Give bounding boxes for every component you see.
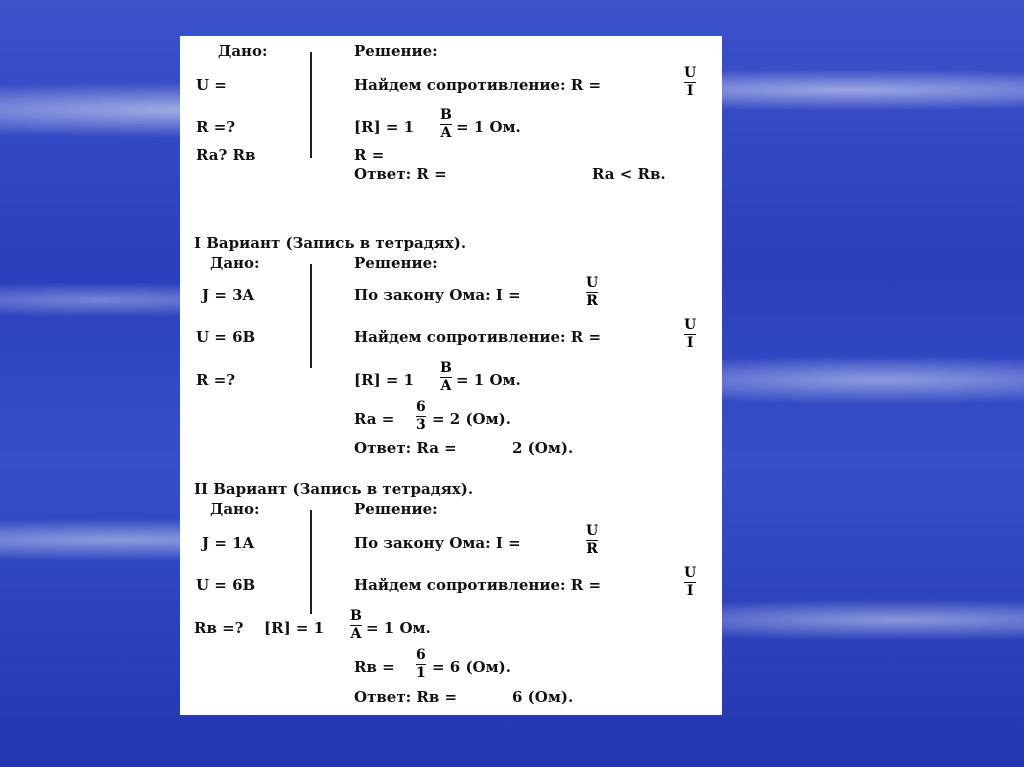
unit-line-end: = 1 Ом. [456,371,521,389]
fraction-b-over-a: B A [440,360,452,395]
ohm-law-line: По закону Ома: I = [354,534,521,552]
rb-calc-end: = 6 (Ом). [432,658,511,676]
answer-line: Ответ: Rв = [354,688,458,706]
ra-calc-end: = 2 (Ом). [432,410,511,428]
formula-line: Найдем сопротивление: R = [354,576,602,594]
r-line: R = [354,146,385,164]
fraction-u-over-r: U R [586,275,599,310]
given-r: R =? [196,371,236,389]
answer-compare: Ra < Rв. [592,165,666,183]
answer-line: Ответ: R = [354,165,447,183]
ohm-law-line: По закону Ома: I = [354,286,521,304]
unit-line-start: [R] = 1 [354,118,415,136]
given-j: J = 3A [202,286,255,304]
given-rb: Rв =? [194,619,244,637]
given-u: U = 6B [196,576,256,594]
answer-value: 2 (Ом). [512,439,574,457]
solution-heading: Решение: [354,42,438,60]
given-u: U = 6B [196,328,256,346]
unit-line-start: [R] = 1 [354,371,415,389]
fraction-u-over-i: U I [684,65,697,100]
solution-heading: Решение: [354,500,438,518]
given-heading: Дано: [218,42,268,60]
given-u: U = [196,76,227,94]
divider-line [310,264,312,368]
given-r: R =? [196,118,236,136]
unit-line-start: [R] = 1 [264,619,325,637]
given-heading: Дано: [210,254,260,272]
variant1-title: I Вариант (Запись в тетрадях). [194,234,467,252]
given-j: J = 1A [202,534,255,552]
answer-value: 6 (Ом). [512,688,574,706]
fraction-b-over-a: B A [440,107,452,142]
given-ra-rb: Ra? Rв [196,146,256,164]
fraction-u-over-r: U R [586,523,599,558]
formula-line: Найдем сопротивление: R = [354,76,602,94]
fraction-u-over-i: U I [684,317,697,352]
worksheet [180,36,722,715]
fraction-6-over-3: 6 3 [416,399,426,434]
solution-heading: Решение: [354,254,438,272]
answer-line: Ответ: Ra = [354,439,457,457]
formula-line: Найдем сопротивление: R = [354,328,602,346]
unit-line-end: = 1 Ом. [366,619,431,637]
unit-line-end: = 1 Ом. [456,118,521,136]
ra-calc-start: Ra = [354,410,395,428]
fraction-6-over-1: 6 1 [416,647,426,682]
divider-line [310,510,312,614]
rb-calc-start: Rв = [354,658,395,676]
fraction-b-over-a: B A [350,608,362,643]
fraction-u-over-i: U I [684,565,697,600]
variant2-title: II Вариант (Запись в тетрадях). [194,480,474,498]
divider-line [310,52,312,158]
given-heading: Дано: [210,500,260,518]
